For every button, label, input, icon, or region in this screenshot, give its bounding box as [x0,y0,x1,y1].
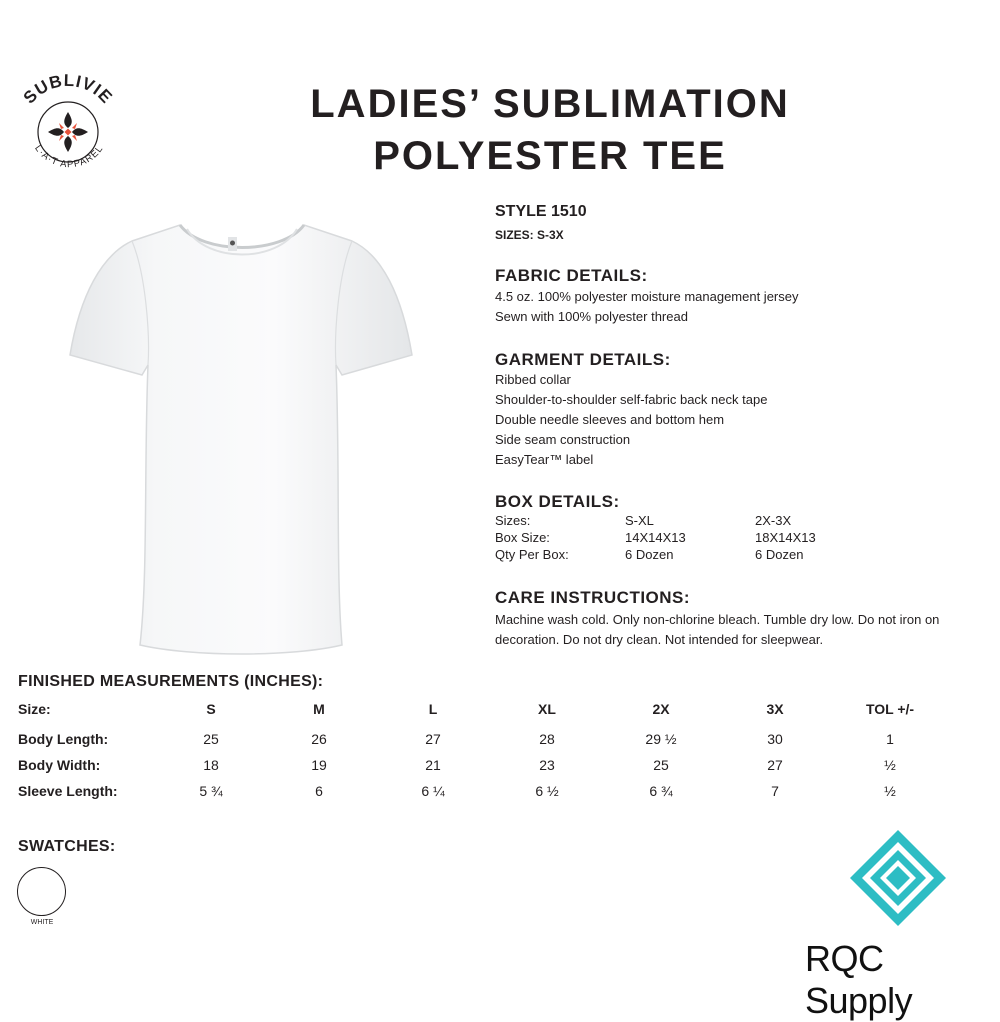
measurement-row [18,757,958,779]
box-details-row [495,530,915,547]
tolerance-value: ½ [884,783,896,799]
care-instructions-heading: CARE INSTRUCTIONS: [495,588,691,607]
tolerance-column-header: TOL +/- [865,701,915,717]
measurement-value: 18 [203,757,219,773]
rqc-logo-mark-icon [848,828,948,928]
care-instructions-text: Machine wash cold. Only non-chlorine bleach. Tumble dry low. Do not iron on decoration. Do not dry clean. Not intended for sleepwear. [495,612,940,647]
measurement-row [18,731,958,753]
measurement-value: 6 ¾ [649,783,673,799]
measurement-label: Body Width: [18,757,101,773]
measurement-value: 25 [653,757,669,773]
style-number: STYLE 1510 [495,203,587,220]
page-title-line-1: LADIES’ SUBLIMATION [310,82,790,126]
box-row-label: Sizes: [495,513,531,528]
box-row-value: 6 Dozen [755,547,804,562]
logo-name: SUBLIVIE [19,74,117,108]
box-details-heading: BOX DETAILS: [495,492,620,511]
size-column-header: M [313,701,325,717]
swatches-heading: SWATCHES: [18,838,116,855]
measurement-value: 28 [539,731,555,747]
measurement-value: 30 [767,731,783,747]
size-range: SIZES: S-3X [495,228,564,242]
garment-detail-item: Shoulder-to-shoulder self-fabric back neck tape [495,392,768,407]
size-column-header: S [206,701,216,717]
measurement-value: 7 [771,783,779,799]
box-row-label: Box Size: [495,530,550,545]
size-column-header: L [428,701,438,717]
measurement-value: 26 [311,731,327,747]
box-row-value: 2X-3X [755,513,792,528]
tshirt-image [52,215,432,660]
box-row-value: 6 Dozen [625,547,674,562]
fabric-detail-item: 4.5 oz. 100% polyester moisture management jersey [495,289,799,304]
box-row-value: 14X14X13 [625,530,686,545]
measurement-value: 29 ½ [645,731,677,747]
sublivie-logo [8,74,126,174]
measurement-label: Sleeve Length: [18,783,118,799]
measurement-value: 6 ½ [535,783,559,799]
page-title-line-2: POLYESTER TEE [373,134,727,178]
measurements-heading: FINISHED MEASUREMENTS (INCHES): [18,673,324,690]
measurement-label: Size: [18,701,51,717]
measurement-value: 5 ¾ [199,783,223,799]
tolerance-value: 1 [886,731,894,747]
garment-details-heading: GARMENT DETAILS: [495,350,671,369]
measurement-value: 23 [539,757,555,773]
size-column-header: 2X [652,701,670,717]
measurement-value: 21 [425,757,441,773]
box-row-label: Qty Per Box: [495,547,569,562]
size-column-header: XL [538,701,556,717]
size-column-header: 3X [766,701,784,717]
fabric-detail-item: Sewn with 100% polyester thread [495,309,688,324]
garment-detail-item: Double needle sleeves and bottom hem [495,412,725,427]
box-details-row [495,547,915,564]
brand-name: RQC Supply [805,938,913,1021]
logo-tagline: L·A·T APPAREL [32,143,106,171]
swatch-label: WHITE [30,919,54,926]
measurement-value: 25 [203,731,219,747]
garment-detail-item: Ribbed collar [495,372,571,387]
garment-detail-item: EasyTear™ label [495,452,594,467]
logo-emblem-icon [48,112,88,152]
garment-detail-item: Side seam construction [495,432,631,447]
measurement-label: Body Length: [18,731,109,747]
measurement-value: 19 [311,757,327,773]
box-row-value: S-XL [625,513,654,528]
measurements-header-row [18,701,958,723]
box-details-row [495,513,915,530]
fabric-details-heading: FABRIC DETAILS: [495,266,648,285]
measurement-row [18,783,958,805]
tolerance-value: ½ [884,757,896,773]
measurement-value: 6 ¼ [421,783,445,799]
measurement-value: 27 [425,731,441,747]
measurement-value: 6 [315,783,323,799]
measurement-value: 27 [767,757,783,773]
tshirt-label-icon [228,237,237,251]
swatch-white[interactable] [17,867,66,916]
sublivie-logo-graphic [8,74,126,174]
box-row-value: 18X14X13 [755,530,816,545]
